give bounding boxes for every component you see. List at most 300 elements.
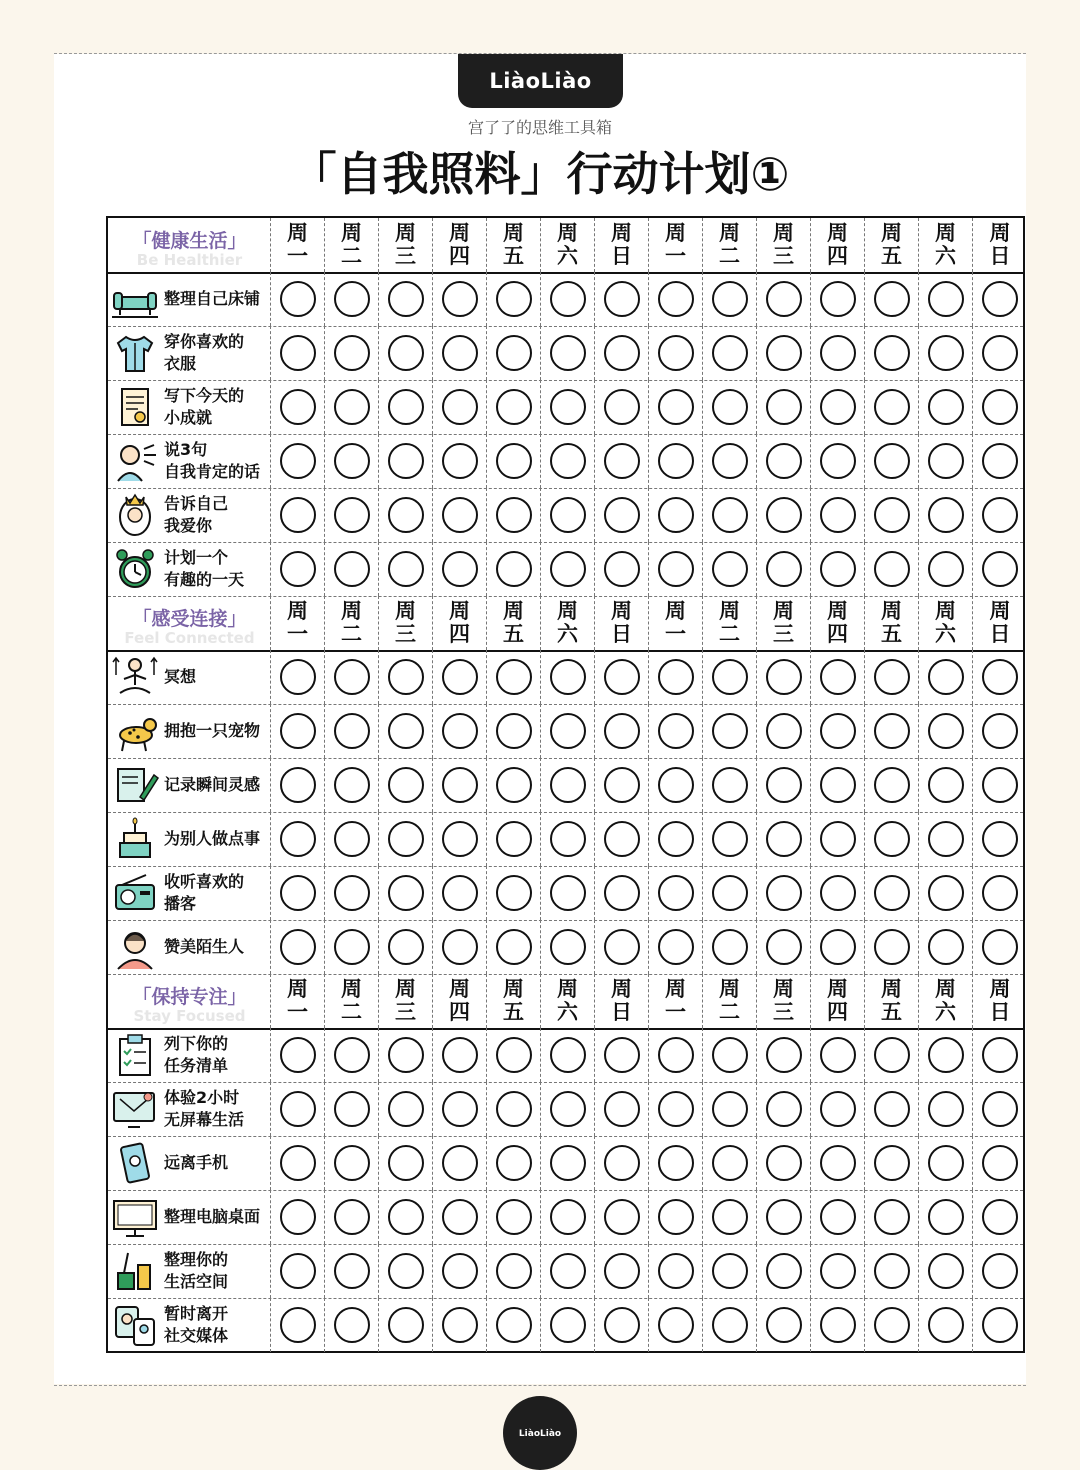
- checkbox-circle[interactable]: [874, 335, 910, 371]
- checkbox-circle[interactable]: [712, 443, 748, 479]
- checkbox-circle[interactable]: [496, 659, 532, 695]
- checkbox-circle[interactable]: [550, 443, 586, 479]
- checkbox-circle[interactable]: [928, 1253, 964, 1289]
- checkbox-circle[interactable]: [442, 821, 478, 857]
- checkbox-circle[interactable]: [388, 767, 424, 803]
- checkbox-circle[interactable]: [496, 1037, 532, 1073]
- checkbox-circle[interactable]: [388, 713, 424, 749]
- check-cell: [487, 488, 541, 542]
- checkbox-circle[interactable]: [766, 1307, 802, 1343]
- checkbox-circle[interactable]: [874, 497, 910, 533]
- checkbox-circle[interactable]: [874, 1091, 910, 1127]
- day-label: 周五: [881, 221, 902, 268]
- checkbox-circle[interactable]: [928, 1145, 964, 1181]
- checkbox-circle[interactable]: [442, 443, 478, 479]
- checkbox-circle[interactable]: [604, 1091, 640, 1127]
- checkbox-circle[interactable]: [658, 389, 694, 425]
- checkbox-circle[interactable]: [280, 875, 316, 911]
- checkbox-circle[interactable]: [928, 1037, 964, 1073]
- check-cell: [757, 542, 811, 596]
- check-cell: [649, 1136, 703, 1190]
- checkbox-circle[interactable]: [874, 551, 910, 587]
- checkbox-circle[interactable]: [334, 551, 370, 587]
- checkbox-circle[interactable]: [550, 713, 586, 749]
- checkbox-circle[interactable]: [820, 659, 856, 695]
- checkbox-circle[interactable]: [766, 1037, 802, 1073]
- checkbox-circle[interactable]: [658, 659, 694, 695]
- checkbox-circle[interactable]: [766, 443, 802, 479]
- checkbox-circle[interactable]: [604, 551, 640, 587]
- check-cell: [757, 1136, 811, 1190]
- checkbox-circle[interactable]: [604, 497, 640, 533]
- checkbox-circle[interactable]: [280, 551, 316, 587]
- checkbox-circle[interactable]: [442, 1091, 478, 1127]
- check-cell: [271, 380, 325, 434]
- checkbox-circle[interactable]: [280, 1253, 316, 1289]
- checkbox-circle[interactable]: [388, 821, 424, 857]
- checkbox-circle[interactable]: [874, 659, 910, 695]
- check-cell: [433, 1136, 487, 1190]
- checkbox-circle[interactable]: [496, 1199, 532, 1235]
- checkbox-circle[interactable]: [442, 551, 478, 587]
- checkbox-circle[interactable]: [550, 1145, 586, 1181]
- checkbox-circle[interactable]: [982, 659, 1018, 695]
- checkbox-circle[interactable]: [874, 713, 910, 749]
- checkbox-circle[interactable]: [280, 443, 316, 479]
- checkbox-circle[interactable]: [550, 929, 586, 965]
- checkbox-circle[interactable]: [604, 821, 640, 857]
- checkbox-circle[interactable]: [550, 335, 586, 371]
- checkbox-circle[interactable]: [280, 1145, 316, 1181]
- checkbox-circle[interactable]: [982, 1307, 1018, 1343]
- check-cell: [865, 866, 919, 920]
- checkbox-circle[interactable]: [280, 659, 316, 695]
- checkbox-circle[interactable]: [820, 281, 856, 317]
- checkbox-circle[interactable]: [928, 713, 964, 749]
- checkbox-circle[interactable]: [820, 1307, 856, 1343]
- checkbox-circle[interactable]: [442, 497, 478, 533]
- checkbox-circle[interactable]: [388, 659, 424, 695]
- check-cell: [325, 488, 379, 542]
- checkbox-circle[interactable]: [550, 1307, 586, 1343]
- checkbox-circle[interactable]: [604, 875, 640, 911]
- checkbox-circle[interactable]: [928, 767, 964, 803]
- checkbox-circle[interactable]: [712, 659, 748, 695]
- checkbox-circle[interactable]: [874, 281, 910, 317]
- checkbox-circle[interactable]: [874, 875, 910, 911]
- checkbox-circle[interactable]: [604, 1253, 640, 1289]
- check-cell: [865, 542, 919, 596]
- checkbox-circle[interactable]: [766, 767, 802, 803]
- checkbox-circle[interactable]: [334, 443, 370, 479]
- checkbox-circle[interactable]: [604, 1037, 640, 1073]
- checkbox-circle[interactable]: [874, 767, 910, 803]
- checkbox-circle[interactable]: [388, 551, 424, 587]
- checkbox-circle[interactable]: [982, 767, 1018, 803]
- checkbox-circle[interactable]: [766, 929, 802, 965]
- checkbox-circle[interactable]: [820, 389, 856, 425]
- checkbox-circle[interactable]: [496, 389, 532, 425]
- checkbox-circle[interactable]: [874, 389, 910, 425]
- checkbox-circle[interactable]: [604, 1199, 640, 1235]
- checkbox-circle[interactable]: [496, 497, 532, 533]
- task-row: [108, 1298, 1023, 1352]
- check-cell: [379, 866, 433, 920]
- checkbox-circle[interactable]: [550, 659, 586, 695]
- checkbox-circle[interactable]: [982, 929, 1018, 965]
- checkbox-circle[interactable]: [712, 875, 748, 911]
- checkbox-circle[interactable]: [604, 443, 640, 479]
- checkbox-circle[interactable]: [388, 335, 424, 371]
- checkbox-circle[interactable]: [766, 1253, 802, 1289]
- check-cell: [703, 542, 757, 596]
- checkbox-circle[interactable]: [820, 767, 856, 803]
- checkbox-circle[interactable]: [496, 551, 532, 587]
- checkbox-circle[interactable]: [982, 335, 1018, 371]
- checkbox-circle[interactable]: [820, 929, 856, 965]
- checkbox-circle[interactable]: [334, 389, 370, 425]
- task-label: [108, 1298, 271, 1352]
- checkbox-circle[interactable]: [334, 281, 370, 317]
- checkbox-circle[interactable]: [280, 1091, 316, 1127]
- checkbox-circle[interactable]: [712, 1307, 748, 1343]
- checkbox-circle[interactable]: [442, 1253, 478, 1289]
- checkbox-circle[interactable]: [550, 281, 586, 317]
- checkbox-circle[interactable]: [874, 1253, 910, 1289]
- checkbox-circle[interactable]: [496, 281, 532, 317]
- checkbox-circle[interactable]: [766, 551, 802, 587]
- checkbox-circle[interactable]: [604, 389, 640, 425]
- checkbox-circle[interactable]: [442, 335, 478, 371]
- checkbox-circle[interactable]: [388, 497, 424, 533]
- checkbox-circle[interactable]: [982, 1091, 1018, 1127]
- task-label: [108, 1244, 271, 1298]
- checkbox-circle[interactable]: [928, 1091, 964, 1127]
- checkbox-circle[interactable]: [712, 1199, 748, 1235]
- checkbox-circle[interactable]: [334, 1145, 370, 1181]
- checkbox-circle[interactable]: [658, 335, 694, 371]
- checkbox-circle[interactable]: [928, 1307, 964, 1343]
- checkbox-circle[interactable]: [874, 1307, 910, 1343]
- checkbox-circle[interactable]: [334, 1307, 370, 1343]
- checkbox-circle[interactable]: [874, 1199, 910, 1235]
- task-row: [108, 434, 1023, 489]
- checkbox-circle[interactable]: [928, 875, 964, 911]
- checkbox-circle[interactable]: [442, 389, 478, 425]
- section-subtitle: Be Healthier: [136, 251, 243, 269]
- checkbox-circle[interactable]: [496, 821, 532, 857]
- check-cell: [379, 1244, 433, 1298]
- checkbox-circle[interactable]: [388, 1091, 424, 1127]
- checkbox-circle[interactable]: [442, 1307, 478, 1343]
- checkbox-circle[interactable]: [766, 1091, 802, 1127]
- checkbox-circle[interactable]: [658, 443, 694, 479]
- checkbox-circle[interactable]: [496, 335, 532, 371]
- checkbox-circle[interactable]: [334, 1253, 370, 1289]
- task-label: [108, 434, 271, 488]
- task-text: 记录瞬间灵感: [164, 775, 261, 794]
- checkbox-circle[interactable]: [766, 713, 802, 749]
- checkbox-circle[interactable]: [766, 1199, 802, 1235]
- checkbox-circle[interactable]: [658, 497, 694, 533]
- checkbox-circle[interactable]: [658, 1253, 694, 1289]
- day-header: [649, 596, 703, 650]
- checkbox-circle[interactable]: [280, 389, 316, 425]
- checkbox-circle[interactable]: [496, 713, 532, 749]
- checkbox-circle[interactable]: [820, 497, 856, 533]
- checkbox-circle[interactable]: [766, 875, 802, 911]
- check-cell: [595, 812, 649, 866]
- checkbox-circle[interactable]: [982, 1037, 1018, 1073]
- checkbox-circle[interactable]: [820, 551, 856, 587]
- checkbox-circle[interactable]: [388, 1145, 424, 1181]
- check-cell: [379, 272, 433, 326]
- checkbox-circle[interactable]: [550, 875, 586, 911]
- checkbox-circle[interactable]: [874, 1145, 910, 1181]
- checkbox-circle[interactable]: [712, 767, 748, 803]
- checkbox-circle[interactable]: [658, 1037, 694, 1073]
- checkbox-circle[interactable]: [496, 875, 532, 911]
- checkbox-circle[interactable]: [820, 875, 856, 911]
- task-label: [108, 704, 271, 758]
- task-text: 体验2小时 无屏幕生活: [164, 1088, 245, 1129]
- checkbox-circle[interactable]: [712, 821, 748, 857]
- check-cell: [325, 704, 379, 758]
- checkbox-circle[interactable]: [766, 389, 802, 425]
- brand-logo-text: LiàoLiào: [489, 69, 592, 93]
- checkbox-circle[interactable]: [604, 713, 640, 749]
- checkbox-circle[interactable]: [712, 929, 748, 965]
- checkbox-circle[interactable]: [712, 335, 748, 371]
- checkbox-circle[interactable]: [712, 1145, 748, 1181]
- checkbox-circle[interactable]: [982, 551, 1018, 587]
- checkbox-circle[interactable]: [658, 929, 694, 965]
- checkbox-circle[interactable]: [604, 335, 640, 371]
- checkbox-circle[interactable]: [388, 389, 424, 425]
- checkbox-circle[interactable]: [280, 767, 316, 803]
- checkbox-circle[interactable]: [712, 497, 748, 533]
- checkbox-circle[interactable]: [928, 1199, 964, 1235]
- checkbox-circle[interactable]: [550, 389, 586, 425]
- checkbox-circle[interactable]: [388, 1253, 424, 1289]
- day-label: 周二: [341, 977, 362, 1024]
- checkbox-circle[interactable]: [334, 821, 370, 857]
- checkbox-circle[interactable]: [388, 1199, 424, 1235]
- checkbox-circle[interactable]: [982, 497, 1018, 533]
- checkbox-circle[interactable]: [280, 497, 316, 533]
- checkbox-circle[interactable]: [442, 875, 478, 911]
- checkbox-circle[interactable]: [496, 1253, 532, 1289]
- checkbox-circle[interactable]: [928, 497, 964, 533]
- checkbox-circle[interactable]: [820, 1199, 856, 1235]
- checkbox-circle[interactable]: [604, 281, 640, 317]
- checkbox-circle[interactable]: [388, 1307, 424, 1343]
- day-header: [325, 218, 379, 272]
- checkbox-circle[interactable]: [496, 1091, 532, 1127]
- checkbox-circle[interactable]: [550, 1253, 586, 1289]
- checkbox-circle[interactable]: [334, 1199, 370, 1235]
- checkbox-circle[interactable]: [658, 1199, 694, 1235]
- checkbox-circle[interactable]: [874, 821, 910, 857]
- checkbox-circle[interactable]: [982, 443, 1018, 479]
- checkbox-circle[interactable]: [712, 551, 748, 587]
- checkbox-circle[interactable]: [874, 1037, 910, 1073]
- checkbox-circle[interactable]: [712, 1091, 748, 1127]
- checkbox-circle[interactable]: [658, 875, 694, 911]
- checkbox-circle[interactable]: [280, 1307, 316, 1343]
- checkbox-circle[interactable]: [550, 821, 586, 857]
- checkbox-circle[interactable]: [928, 551, 964, 587]
- checkbox-circle[interactable]: [712, 713, 748, 749]
- checkbox-circle[interactable]: [766, 821, 802, 857]
- checkbox-circle[interactable]: [442, 767, 478, 803]
- checkbox-circle[interactable]: [280, 1199, 316, 1235]
- check-cell: [703, 1028, 757, 1082]
- checkbox-circle[interactable]: [496, 767, 532, 803]
- checkbox-circle[interactable]: [388, 281, 424, 317]
- checkbox-circle[interactable]: [604, 767, 640, 803]
- checkbox-circle[interactable]: [604, 659, 640, 695]
- checkbox-circle[interactable]: [820, 1253, 856, 1289]
- checkbox-circle[interactable]: [658, 281, 694, 317]
- checkbox-circle[interactable]: [928, 281, 964, 317]
- checkbox-circle[interactable]: [982, 821, 1018, 857]
- checkbox-circle[interactable]: [334, 767, 370, 803]
- checkbox-circle[interactable]: [874, 929, 910, 965]
- checkbox-circle[interactable]: [388, 929, 424, 965]
- checkbox-circle[interactable]: [820, 1091, 856, 1127]
- day-label: 周日: [611, 221, 632, 268]
- checkbox-circle[interactable]: [442, 659, 478, 695]
- check-cell: [433, 866, 487, 920]
- checkbox-circle[interactable]: [280, 929, 316, 965]
- checkbox-circle[interactable]: [334, 1091, 370, 1127]
- checkbox-circle[interactable]: [982, 713, 1018, 749]
- checkbox-circle[interactable]: [442, 713, 478, 749]
- checkbox-circle[interactable]: [334, 335, 370, 371]
- check-cell: [919, 758, 973, 812]
- day-label: 周一: [665, 221, 686, 268]
- checkbox-circle[interactable]: [388, 875, 424, 911]
- checkbox-circle[interactable]: [766, 659, 802, 695]
- checkbox-circle[interactable]: [982, 1145, 1018, 1181]
- check-cell: [433, 1028, 487, 1082]
- checkbox-circle[interactable]: [496, 1145, 532, 1181]
- checkbox-circle[interactable]: [712, 1253, 748, 1289]
- checkbox-circle[interactable]: [388, 1037, 424, 1073]
- checkbox-circle[interactable]: [388, 443, 424, 479]
- checkbox-circle[interactable]: [982, 281, 1018, 317]
- checkbox-circle[interactable]: [334, 713, 370, 749]
- checkbox-circle[interactable]: [658, 1145, 694, 1181]
- checkbox-circle[interactable]: [334, 875, 370, 911]
- checkbox-circle[interactable]: [496, 929, 532, 965]
- checkbox-circle[interactable]: [982, 1199, 1018, 1235]
- check-cell: [271, 1298, 325, 1352]
- checkbox-circle[interactable]: [928, 821, 964, 857]
- checkbox-circle[interactable]: [550, 767, 586, 803]
- checkbox-circle[interactable]: [550, 1199, 586, 1235]
- checkbox-circle[interactable]: [442, 929, 478, 965]
- check-cell: [703, 380, 757, 434]
- checkbox-circle[interactable]: [280, 821, 316, 857]
- checkbox-circle[interactable]: [820, 1037, 856, 1073]
- checkbox-circle[interactable]: [550, 1037, 586, 1073]
- checkbox-circle[interactable]: [658, 1307, 694, 1343]
- checkbox-circle[interactable]: [334, 929, 370, 965]
- checkbox-circle[interactable]: [550, 497, 586, 533]
- checkbox-circle[interactable]: [874, 443, 910, 479]
- checkbox-circle[interactable]: [496, 1307, 532, 1343]
- checkbox-circle[interactable]: [766, 335, 802, 371]
- day-header: [703, 974, 757, 1028]
- checkbox-circle[interactable]: [712, 1037, 748, 1073]
- checkbox-circle[interactable]: [820, 713, 856, 749]
- checkbox-circle[interactable]: [982, 389, 1018, 425]
- checkbox-circle[interactable]: [550, 551, 586, 587]
- checkbox-circle[interactable]: [280, 281, 316, 317]
- checkbox-circle[interactable]: [928, 443, 964, 479]
- section-subtitle: Feel Connected: [124, 629, 255, 647]
- checkbox-circle[interactable]: [658, 713, 694, 749]
- checkbox-circle[interactable]: [334, 659, 370, 695]
- checkbox-circle[interactable]: [280, 335, 316, 371]
- checkbox-circle[interactable]: [442, 1037, 478, 1073]
- checkbox-circle[interactable]: [442, 1199, 478, 1235]
- checkbox-circle[interactable]: [712, 389, 748, 425]
- checkbox-circle[interactable]: [280, 1037, 316, 1073]
- checkbox-circle[interactable]: [658, 1091, 694, 1127]
- checkbox-circle[interactable]: [442, 1145, 478, 1181]
- checkbox-circle[interactable]: [820, 1145, 856, 1181]
- checkbox-circle[interactable]: [820, 443, 856, 479]
- check-cell: [595, 542, 649, 596]
- checkbox-circle[interactable]: [604, 1145, 640, 1181]
- checkbox-circle[interactable]: [928, 389, 964, 425]
- checkbox-circle[interactable]: [658, 821, 694, 857]
- checkbox-circle[interactable]: [766, 281, 802, 317]
- checkbox-circle[interactable]: [982, 875, 1018, 911]
- check-cell: [757, 1244, 811, 1298]
- checkbox-circle[interactable]: [550, 1091, 586, 1127]
- checkbox-circle[interactable]: [604, 929, 640, 965]
- check-cell: [973, 1082, 1027, 1136]
- checkbox-circle[interactable]: [334, 497, 370, 533]
- check-cell: [541, 1082, 595, 1136]
- day-header: [595, 974, 649, 1028]
- checkbox-circle[interactable]: [766, 497, 802, 533]
- checkbox-circle[interactable]: [658, 551, 694, 587]
- day-label: 周四: [449, 221, 470, 268]
- check-cell: [325, 380, 379, 434]
- checkbox-circle[interactable]: [280, 713, 316, 749]
- check-cell: [811, 380, 865, 434]
- checkbox-circle[interactable]: [820, 821, 856, 857]
- checkbox-circle[interactable]: [604, 1307, 640, 1343]
- checkbox-circle[interactable]: [442, 281, 478, 317]
- checkbox-circle[interactable]: [928, 335, 964, 371]
- checkbox-circle[interactable]: [658, 767, 694, 803]
- checkbox-circle[interactable]: [766, 1145, 802, 1181]
- checkbox-circle[interactable]: [982, 1253, 1018, 1289]
- checkbox-circle[interactable]: [496, 443, 532, 479]
- checkbox-circle[interactable]: [334, 1037, 370, 1073]
- checkbox-circle[interactable]: [928, 929, 964, 965]
- task-row: [108, 542, 1023, 597]
- checkbox-circle[interactable]: [928, 659, 964, 695]
- checkbox-circle[interactable]: [820, 335, 856, 371]
- checkbox-circle[interactable]: [712, 281, 748, 317]
